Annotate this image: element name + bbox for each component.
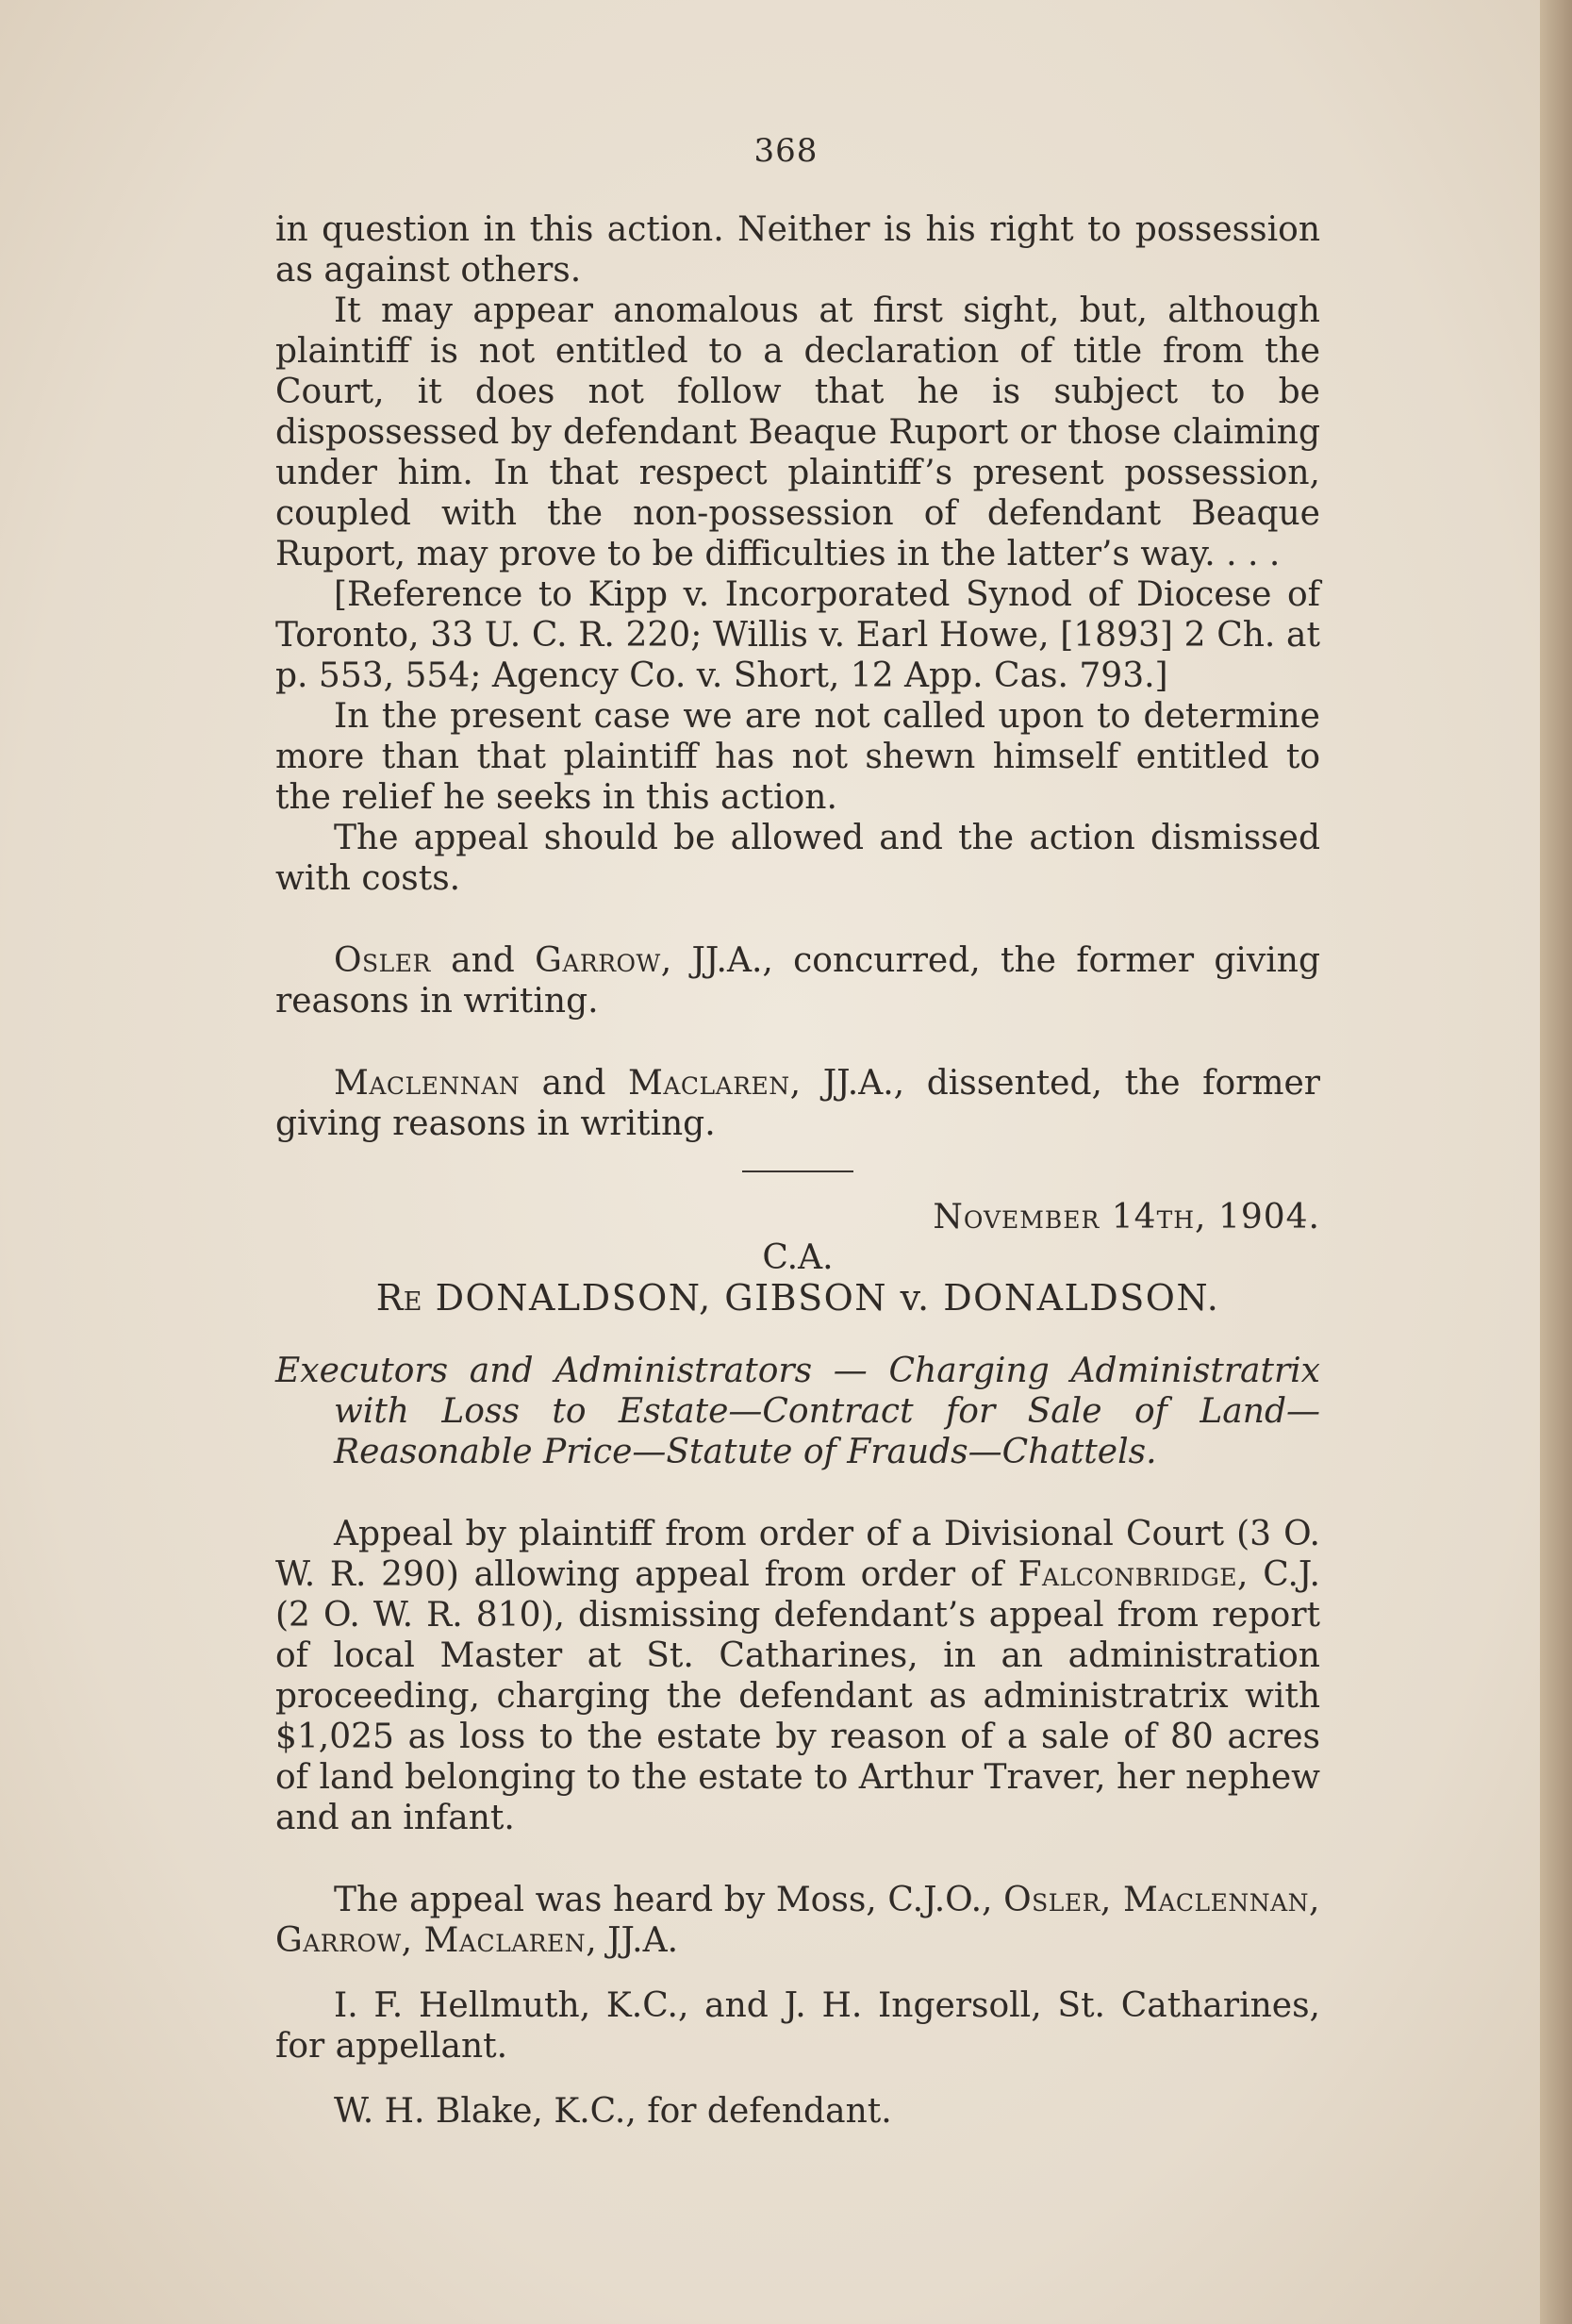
conjunction: and xyxy=(520,1064,628,1103)
appeal-text: Appeal by plaintiff from order of a Divisional Court (3 O. W. R. 290) allowing appeal from order of xyxy=(275,1515,1320,1594)
paragraph-references: [Reference to Kipp v. Incorporated Synod of Diocese of Toronto, 33 U. C. R. 220; Willis v. Earl Howe, [1893] 2 Ch. at p. 553, 554; Agency Co. v. Short, 12 App. Cas. 793.] xyxy=(275,575,1320,695)
judge-name: Garrow xyxy=(535,941,661,980)
hearing-text: , JJ.A. xyxy=(586,1921,679,1960)
conjunction: and xyxy=(430,941,536,980)
court-label: C.A. xyxy=(762,1238,834,1277)
hearing-text: The appeal was heard by Moss, C.J.O., xyxy=(334,1881,1004,1919)
paragraph-continuation: in question in this action. Neither is his right to possession as against others. xyxy=(275,210,1320,290)
case-title-parties: DONALDSON, GIBSON v. DONALDSON. xyxy=(422,1277,1220,1319)
dissent-text: , JJ.A., dissented, the former giving reasons in writing. xyxy=(275,1064,1320,1143)
text-column xyxy=(275,209,1320,2132)
appeal-text: , C.J. (2 O. W. R. 810), dismissing defendant’s appeal from report of local Master at St. Catharines, in an administration proceeding, charging the defendant as administratrix with $1,025 as loss to the estate by reason of a sale of 80 acres of land belonging to the estate to Arthur Traver, her nephew and an infant. xyxy=(275,1555,1320,1837)
judge-name: Falconbridge xyxy=(1018,1555,1238,1594)
counsel-defendant: W. H. Blake, K.C., for defendant. xyxy=(334,2092,892,2131)
concurrence-note xyxy=(275,940,1320,1021)
section-divider xyxy=(742,1170,853,1172)
headnote: Executors and Administrators — Charging Administratrix with Loss to Estate—Contract for Sale of Land—Reasonable Price—Statute of Frauds—Chattels. xyxy=(275,1352,1320,1471)
appeal-summary xyxy=(275,1514,1320,1838)
paragraph-present-case: In the present case we are not called upon to determine more than that plaintiff has not shewn himself entitled to the relief he seeks in this action. xyxy=(275,697,1320,817)
judges-list: Osler, Maclennan, Garrow, Maclaren xyxy=(275,1881,1320,1960)
paragraph-disposition: The appeal should be allowed and the action dismissed with costs. xyxy=(275,819,1320,898)
judge-name: Maclaren xyxy=(628,1064,790,1103)
judge-name: Osler xyxy=(334,941,431,980)
paragraph-anomalous: It may appear anomalous at first sight, but, although plaintiff is not entitled to a declaration of title from the Court, it does not follow that he is subject to be dispossessed by defendant Beaque Ruport or those claiming under him. In that respect plaintiff’s present possession, coupled with the non-possession of defendant Beaque Ruport, may prove to be difficulties in the latter’s way. . . . xyxy=(275,291,1320,573)
counsel-appellant: I. F. Hellmuth, K.C., and J. H. Ingersoll, St. Catharines, for appellant. xyxy=(275,1986,1320,2066)
concurrence-text: , JJ.A., concurred, the former giving reasons in writing. xyxy=(275,941,1320,1021)
page-edge xyxy=(1540,0,1572,2324)
hearing-note xyxy=(275,1880,1320,1961)
dissent-note xyxy=(275,1063,1320,1144)
page-number: 368 xyxy=(753,132,819,170)
case-title-prefix: Re xyxy=(375,1277,423,1319)
judge-name: Maclennan xyxy=(334,1064,521,1103)
decision-date: November 14th, 1904. xyxy=(933,1198,1320,1237)
case-title xyxy=(275,1278,1320,1319)
